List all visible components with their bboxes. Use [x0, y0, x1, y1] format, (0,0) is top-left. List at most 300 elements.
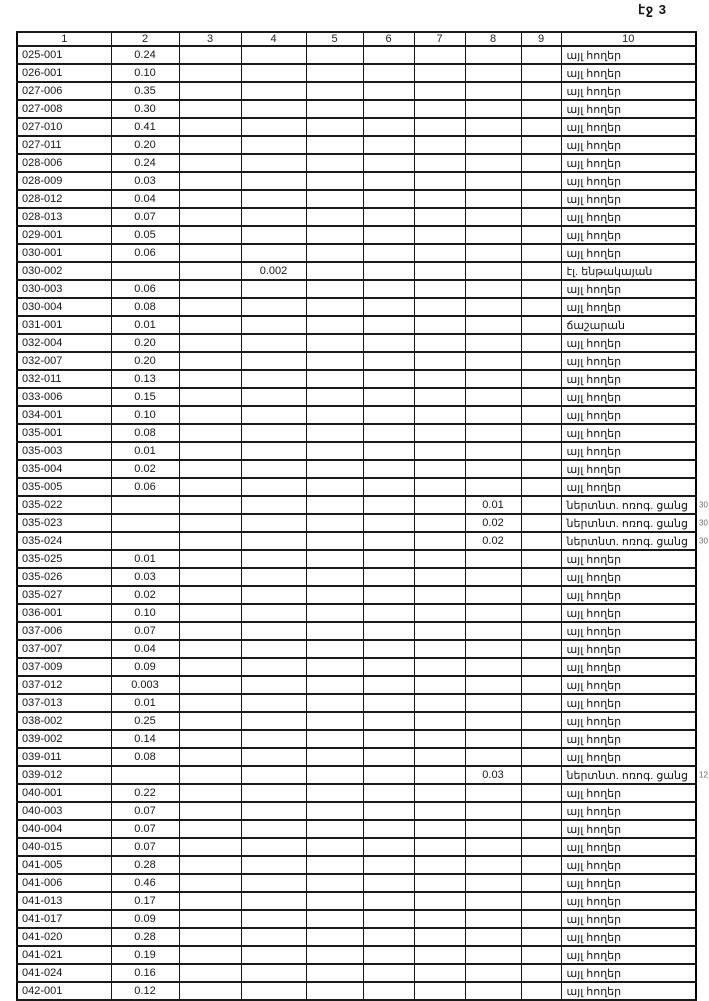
table-row: [17, 352, 696, 370]
cell-col3: [179, 388, 241, 406]
cell-col7: [414, 352, 465, 370]
table-row: [17, 910, 696, 928]
cell-col10: ներտնտ. ոռոգ. ցանց 30: [561, 514, 696, 532]
cell-col6: [363, 658, 414, 676]
cell-col8: 0.01: [465, 496, 521, 514]
cell-col8: [465, 748, 521, 766]
cell-col8: [465, 928, 521, 946]
cell-col10: այլ հողեր: [561, 748, 696, 766]
cell-col3: [179, 496, 241, 514]
table-row: [17, 730, 696, 748]
cell-col10: այլ հողեր: [561, 136, 696, 154]
cell-col2: 0.03: [111, 568, 179, 586]
cell-col4: [241, 730, 306, 748]
cell-col7: [414, 712, 465, 730]
cell-col3: [179, 334, 241, 352]
cell-col5: [306, 838, 363, 856]
cell-col8: [465, 298, 521, 316]
cell-col5: [306, 640, 363, 658]
cell-col2: 0.35: [111, 82, 179, 100]
cell-col3: [179, 64, 241, 82]
cell-col1: 035-004: [17, 460, 111, 478]
cell-col8: [465, 838, 521, 856]
cell-col2: 0.09: [111, 910, 179, 928]
cell-col6: [363, 460, 414, 478]
cell-col4: [241, 910, 306, 928]
cell-col10: այլ հողեր: [561, 802, 696, 820]
cell-col4: [241, 424, 306, 442]
cell-col9: [521, 748, 561, 766]
cell-col6: [363, 874, 414, 892]
cell-col8: [465, 658, 521, 676]
cell-col3: [179, 118, 241, 136]
cell-col3: [179, 298, 241, 316]
cell-col9: [521, 118, 561, 136]
table-row: [17, 100, 696, 118]
cell-col9: [521, 910, 561, 928]
cell-col4: [241, 172, 306, 190]
cell-col8: [465, 334, 521, 352]
cell-col9: [521, 208, 561, 226]
cell-col2: 0.24: [111, 46, 179, 64]
cell-col3: [179, 910, 241, 928]
cell-col10: այլ հողեր: [561, 550, 696, 568]
cell-col10: այլ հողեր: [561, 226, 696, 244]
cell-col10: այլ հողեր: [561, 154, 696, 172]
cell-col6: [363, 820, 414, 838]
table-row: [17, 892, 696, 910]
cell-col10: այլ հողեր: [561, 460, 696, 478]
cell-col8: [465, 622, 521, 640]
cell-col4: [241, 154, 306, 172]
cell-col7: [414, 496, 465, 514]
cell-col10: այլ հողեր: [561, 964, 696, 982]
cell-col9: [521, 928, 561, 946]
cell-col4: [241, 514, 306, 532]
cell-col10: այլ հողեր: [561, 730, 696, 748]
column-header-7: 7: [414, 32, 465, 46]
cell-col9: [521, 766, 561, 784]
cell-col6: [363, 550, 414, 568]
cell-col10: այլ հողեր: [561, 658, 696, 676]
cell-col1: 035-026: [17, 568, 111, 586]
cell-col7: [414, 910, 465, 928]
table-row: [17, 532, 696, 550]
cell-col1: 027-008: [17, 100, 111, 118]
cell-col6: [363, 730, 414, 748]
margin-note: 30: [699, 500, 708, 510]
cell-col4: [241, 118, 306, 136]
cell-col8: [465, 442, 521, 460]
cell-col7: [414, 532, 465, 550]
cell-col1: 040-015: [17, 838, 111, 856]
cell-col4: [241, 82, 306, 100]
cell-col1: 038-002: [17, 712, 111, 730]
cell-col3: [179, 280, 241, 298]
cell-col7: [414, 964, 465, 982]
cell-col9: [521, 622, 561, 640]
table-row: [17, 64, 696, 82]
cell-col4: [241, 640, 306, 658]
cell-col3: [179, 640, 241, 658]
table-row: [17, 154, 696, 172]
cell-col2: 0.03: [111, 172, 179, 190]
cell-col6: [363, 352, 414, 370]
table-row: [17, 298, 696, 316]
cell-col2: 0.05: [111, 226, 179, 244]
cell-col9: [521, 874, 561, 892]
cell-col1: 035-022: [17, 496, 111, 514]
cell-col1: 041-021: [17, 946, 111, 964]
cell-col3: [179, 100, 241, 118]
cell-col1: 039-012: [17, 766, 111, 784]
cell-col2: 0.02: [111, 460, 179, 478]
cell-col5: [306, 190, 363, 208]
column-header-1: 1: [17, 32, 111, 46]
cell-col5: [306, 370, 363, 388]
cell-col2: 0.10: [111, 406, 179, 424]
cell-col7: [414, 280, 465, 298]
table-row: [17, 766, 696, 784]
cell-col4: [241, 532, 306, 550]
cell-col7: [414, 316, 465, 334]
cell-col4: [241, 874, 306, 892]
cell-col7: [414, 694, 465, 712]
cell-col5: [306, 262, 363, 280]
column-header-10: 10: [561, 32, 696, 46]
cell-col10: այլ հողեր: [561, 820, 696, 838]
table-row: [17, 712, 696, 730]
cell-col4: [241, 550, 306, 568]
cell-col1: 028-006: [17, 154, 111, 172]
cell-col3: [179, 190, 241, 208]
column-header-9: 9: [521, 32, 561, 46]
cell-col1: 037-006: [17, 622, 111, 640]
table-row: [17, 280, 696, 298]
cell-col5: [306, 406, 363, 424]
cell-col4: [241, 226, 306, 244]
cell-col2: 0.20: [111, 136, 179, 154]
cell-col6: [363, 964, 414, 982]
cell-col4: [241, 766, 306, 784]
cell-col10: այլ հողեր: [561, 604, 696, 622]
cell-col3: [179, 424, 241, 442]
cell-col2: 0.30: [111, 100, 179, 118]
cell-col4: [241, 478, 306, 496]
cell-col9: [521, 946, 561, 964]
cell-col5: [306, 64, 363, 82]
cell-col8: [465, 46, 521, 64]
cell-col5: [306, 442, 363, 460]
cell-col9: [521, 604, 561, 622]
cell-col10: այլ հողեր: [561, 190, 696, 208]
cell-col7: [414, 388, 465, 406]
cell-col5: [306, 712, 363, 730]
land-parcels-table: [16, 31, 708, 1001]
cell-col6: [363, 568, 414, 586]
cell-col3: [179, 352, 241, 370]
cell-col6: [363, 406, 414, 424]
cell-col7: [414, 460, 465, 478]
cell-col10: այլ հողեր: [561, 82, 696, 100]
cell-col6: [363, 946, 414, 964]
cell-col4: [241, 568, 306, 586]
cell-col10: այլ հողեր: [561, 280, 696, 298]
cell-col7: [414, 442, 465, 460]
cell-col10: այլ հողեր: [561, 982, 696, 1000]
cell-col6: [363, 586, 414, 604]
cell-col10: այլ հողեր: [561, 100, 696, 118]
table-row: [17, 964, 696, 982]
table-row: [17, 928, 696, 946]
cell-col8: [465, 226, 521, 244]
cell-col8: 0.02: [465, 514, 521, 532]
cell-col1: 035-005: [17, 478, 111, 496]
cell-col4: [241, 442, 306, 460]
cell-col6: [363, 640, 414, 658]
cell-col5: [306, 766, 363, 784]
cell-col2: 0.09: [111, 658, 179, 676]
cell-col5: [306, 514, 363, 532]
cell-col3: [179, 226, 241, 244]
cell-col5: [306, 280, 363, 298]
cell-col3: [179, 478, 241, 496]
cell-col2: 0.22: [111, 784, 179, 802]
cell-col10: այլ հողեր: [561, 622, 696, 640]
cell-col7: [414, 406, 465, 424]
cell-col1: 030-001: [17, 244, 111, 262]
cell-col5: [306, 748, 363, 766]
cell-col9: [521, 964, 561, 982]
cell-col9: [521, 802, 561, 820]
cell-col7: [414, 766, 465, 784]
cell-col9: [521, 64, 561, 82]
cell-col1: 033-006: [17, 388, 111, 406]
cell-col6: [363, 802, 414, 820]
cell-col2: [111, 514, 179, 532]
cell-col2: 0.01: [111, 316, 179, 334]
table-row: [17, 370, 696, 388]
cell-col7: [414, 982, 465, 1000]
cell-col2: 0.01: [111, 442, 179, 460]
cell-col6: [363, 856, 414, 874]
cell-col5: [306, 154, 363, 172]
cell-col7: [414, 820, 465, 838]
table-row: [17, 172, 696, 190]
cell-col1: 040-004: [17, 820, 111, 838]
cell-col3: [179, 514, 241, 532]
cell-col9: [521, 676, 561, 694]
cell-col3: [179, 694, 241, 712]
cell-col4: [241, 802, 306, 820]
cell-col7: [414, 298, 465, 316]
cell-col10: այլ հողեր: [561, 406, 696, 424]
cell-col3: [179, 874, 241, 892]
cell-col1: 041-013: [17, 892, 111, 910]
cell-col4: [241, 208, 306, 226]
cell-col4: [241, 856, 306, 874]
cell-col10: էլ. ենթակայան: [561, 262, 696, 280]
cell-col2: 0.08: [111, 748, 179, 766]
cell-col8: [465, 982, 521, 1000]
cell-col5: [306, 460, 363, 478]
cell-col10: այլ հողեր: [561, 442, 696, 460]
column-header-4: 4: [241, 32, 306, 46]
cell-col2: 0.04: [111, 640, 179, 658]
cell-col6: [363, 244, 414, 262]
table-row: [17, 586, 696, 604]
table-row: [17, 604, 696, 622]
table-row: [17, 946, 696, 964]
table-row: [17, 190, 696, 208]
cell-col9: [521, 838, 561, 856]
cell-col6: [363, 298, 414, 316]
cell-col2: 0.02: [111, 586, 179, 604]
cell-col1: 039-011: [17, 748, 111, 766]
cell-col3: [179, 838, 241, 856]
cell-col6: [363, 892, 414, 910]
cell-col6: [363, 424, 414, 442]
cell-col4: [241, 928, 306, 946]
table-row: [17, 820, 696, 838]
cell-col9: [521, 352, 561, 370]
cell-col1: 027-010: [17, 118, 111, 136]
cell-col10: այլ հողեր: [561, 946, 696, 964]
cell-col3: [179, 154, 241, 172]
cell-col7: [414, 334, 465, 352]
cell-col5: [306, 316, 363, 334]
cell-col5: [306, 46, 363, 64]
cell-col3: [179, 658, 241, 676]
cell-col8: [465, 244, 521, 262]
cell-col10: այլ հողեր: [561, 370, 696, 388]
cell-col9: [521, 712, 561, 730]
cell-col7: [414, 100, 465, 118]
cell-col5: [306, 226, 363, 244]
table-row: [17, 676, 696, 694]
cell-col9: [521, 370, 561, 388]
cell-col6: [363, 910, 414, 928]
cell-col4: [241, 298, 306, 316]
cell-col7: [414, 604, 465, 622]
cell-col4: [241, 100, 306, 118]
cell-col5: [306, 730, 363, 748]
table-body: [17, 46, 708, 1000]
cell-col4: [241, 964, 306, 982]
cell-col3: [179, 784, 241, 802]
cell-col10: այլ հողեր: [561, 694, 696, 712]
cell-col6: [363, 496, 414, 514]
table-row: [17, 82, 696, 100]
cell-col6: [363, 208, 414, 226]
cell-col7: [414, 748, 465, 766]
cell-col2: 0.07: [111, 820, 179, 838]
cell-col8: [465, 424, 521, 442]
cell-col10: այլ հողեր: [561, 352, 696, 370]
cell-col4: [241, 496, 306, 514]
cell-col3: [179, 550, 241, 568]
cell-col3: [179, 946, 241, 964]
cell-col6: [363, 82, 414, 100]
table-row: [17, 424, 696, 442]
cell-col7: [414, 856, 465, 874]
cell-col2: 0.19: [111, 946, 179, 964]
cell-col6: [363, 262, 414, 280]
cell-col3: [179, 82, 241, 100]
table-row: [17, 622, 696, 640]
cell-col7: [414, 928, 465, 946]
cell-col7: [414, 622, 465, 640]
table-row: [17, 694, 696, 712]
cell-col3: [179, 604, 241, 622]
cell-col8: [465, 406, 521, 424]
cell-col5: [306, 478, 363, 496]
cell-col2: 0.24: [111, 154, 179, 172]
cell-col10: այլ հողեր: [561, 640, 696, 658]
cell-col1: 030-003: [17, 280, 111, 298]
cell-col8: [465, 460, 521, 478]
column-header-5: 5: [306, 32, 363, 46]
column-header-2: 2: [111, 32, 179, 46]
cell-col8: [465, 118, 521, 136]
cell-col4: [241, 946, 306, 964]
cell-col4: 0.002: [241, 262, 306, 280]
cell-col10: այլ հողեր: [561, 118, 696, 136]
cell-col4: [241, 982, 306, 1000]
cell-col9: [521, 226, 561, 244]
cell-col5: [306, 946, 363, 964]
cell-col1: 037-012: [17, 676, 111, 694]
cell-col7: [414, 946, 465, 964]
cell-col2: 0.01: [111, 694, 179, 712]
cell-col9: [521, 730, 561, 748]
table-row: [17, 442, 696, 460]
cell-col9: [521, 190, 561, 208]
cell-col3: [179, 748, 241, 766]
cell-col7: [414, 262, 465, 280]
cell-col8: [465, 190, 521, 208]
cell-col5: [306, 802, 363, 820]
cell-col10: այլ հողեր: [561, 784, 696, 802]
cell-col4: [241, 136, 306, 154]
cell-col9: [521, 478, 561, 496]
cell-col10: այլ հողեր: [561, 676, 696, 694]
cell-col1: 037-007: [17, 640, 111, 658]
cell-col1: 030-004: [17, 298, 111, 316]
cell-col1: 028-012: [17, 190, 111, 208]
cell-col3: [179, 460, 241, 478]
cell-col2: 0.14: [111, 730, 179, 748]
cell-col2: 0.07: [111, 622, 179, 640]
cell-col3: [179, 712, 241, 730]
table-row: [17, 982, 696, 1000]
cell-col8: [465, 640, 521, 658]
cell-col1: 034-001: [17, 406, 111, 424]
cell-col4: [241, 190, 306, 208]
cell-col10: այլ հողեր: [561, 244, 696, 262]
cell-col10: այլ հողեր: [561, 388, 696, 406]
cell-col8: [465, 172, 521, 190]
table-row: [17, 262, 696, 280]
cell-col1: 040-003: [17, 802, 111, 820]
cell-col2: 0.20: [111, 352, 179, 370]
cell-col8: [465, 100, 521, 118]
cell-col3: [179, 262, 241, 280]
cell-col1: 032-007: [17, 352, 111, 370]
cell-col7: [414, 154, 465, 172]
cell-col5: [306, 964, 363, 982]
table-row: [17, 496, 696, 514]
